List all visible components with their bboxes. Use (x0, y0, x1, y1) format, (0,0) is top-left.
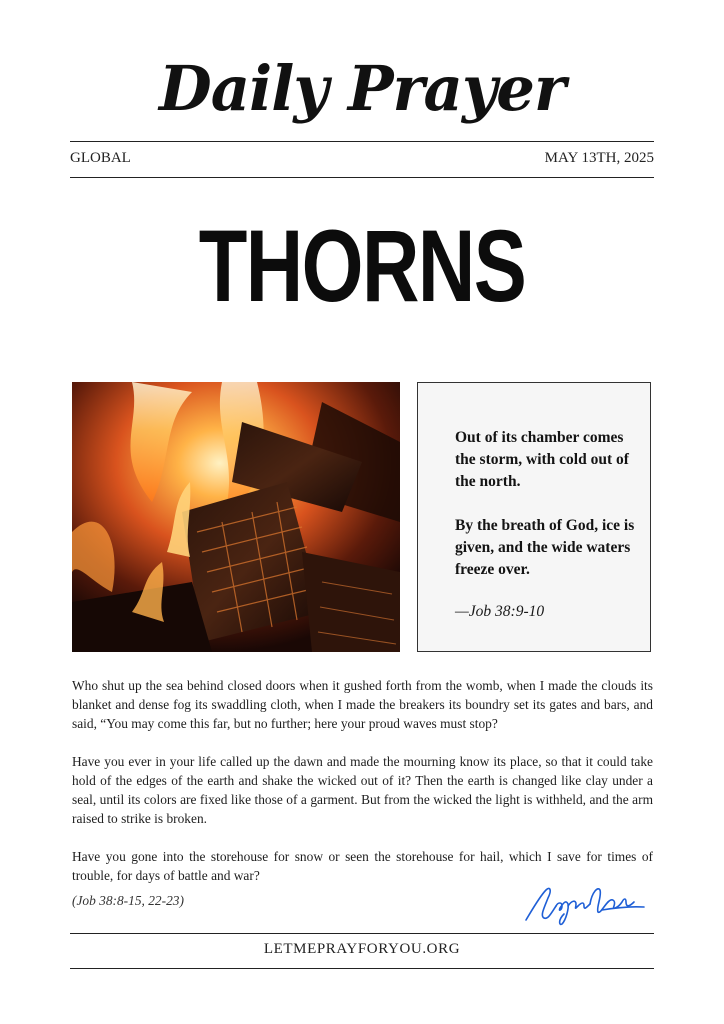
top-rule (70, 141, 654, 142)
quote-stanza-1: Out of its chamber comes the storm, with cold out of the north. (455, 429, 629, 490)
quote-text (455, 427, 645, 603)
headline: THORNS (198, 209, 526, 323)
body-text (72, 676, 653, 904)
footer-website-link[interactable]: LETMEPRAYFORYOU.ORG (263, 941, 461, 957)
footer-rule-top (70, 933, 654, 934)
body-citation: (Job 38:8-15, 22-23) (72, 893, 184, 908)
body-paragraph-3: Have you gone into the storehouse for snow or seen the storehouse for hail, which I save for times of trouble, for days of battle and war? (72, 849, 653, 883)
body-paragraph-1: Who shut up the sea behind closed doors when it gushed forth from the womb, when I made the clouds its blanket and dense fog its swaddling cloth, when I made the breakers its boundry set its gates and bars, and said, “You may come this far, but no further; here your proud waves must stop? (72, 678, 653, 731)
quote-citation: —Job 38:9-10 (455, 603, 545, 620)
edition-bar (70, 150, 654, 168)
footer-rule-bottom (70, 968, 654, 969)
edition-date: MAY 13TH, 2025 (544, 150, 654, 166)
scripture-quote-box (417, 382, 651, 652)
edition-rule (70, 177, 654, 178)
masthead-title: Daily Prayer (159, 52, 565, 125)
quote-stanza-2: By the breath of God, ice is given, and the wide waters freeze over. (455, 517, 635, 578)
signature-image (522, 880, 648, 928)
body-paragraph-2: Have you ever in your life called up the dawn and made the mourning know its place, so that it could take hold of the edges of the earth and shake the wicked out of it? Then the earth is changed like clay under a seal, until its colors are fixed like those of a garment. But from the wicked the light is withheld, and the arm raised to strike is broken. (72, 754, 653, 826)
edition-region: GLOBAL (70, 150, 131, 166)
campfire-photo (72, 382, 400, 652)
